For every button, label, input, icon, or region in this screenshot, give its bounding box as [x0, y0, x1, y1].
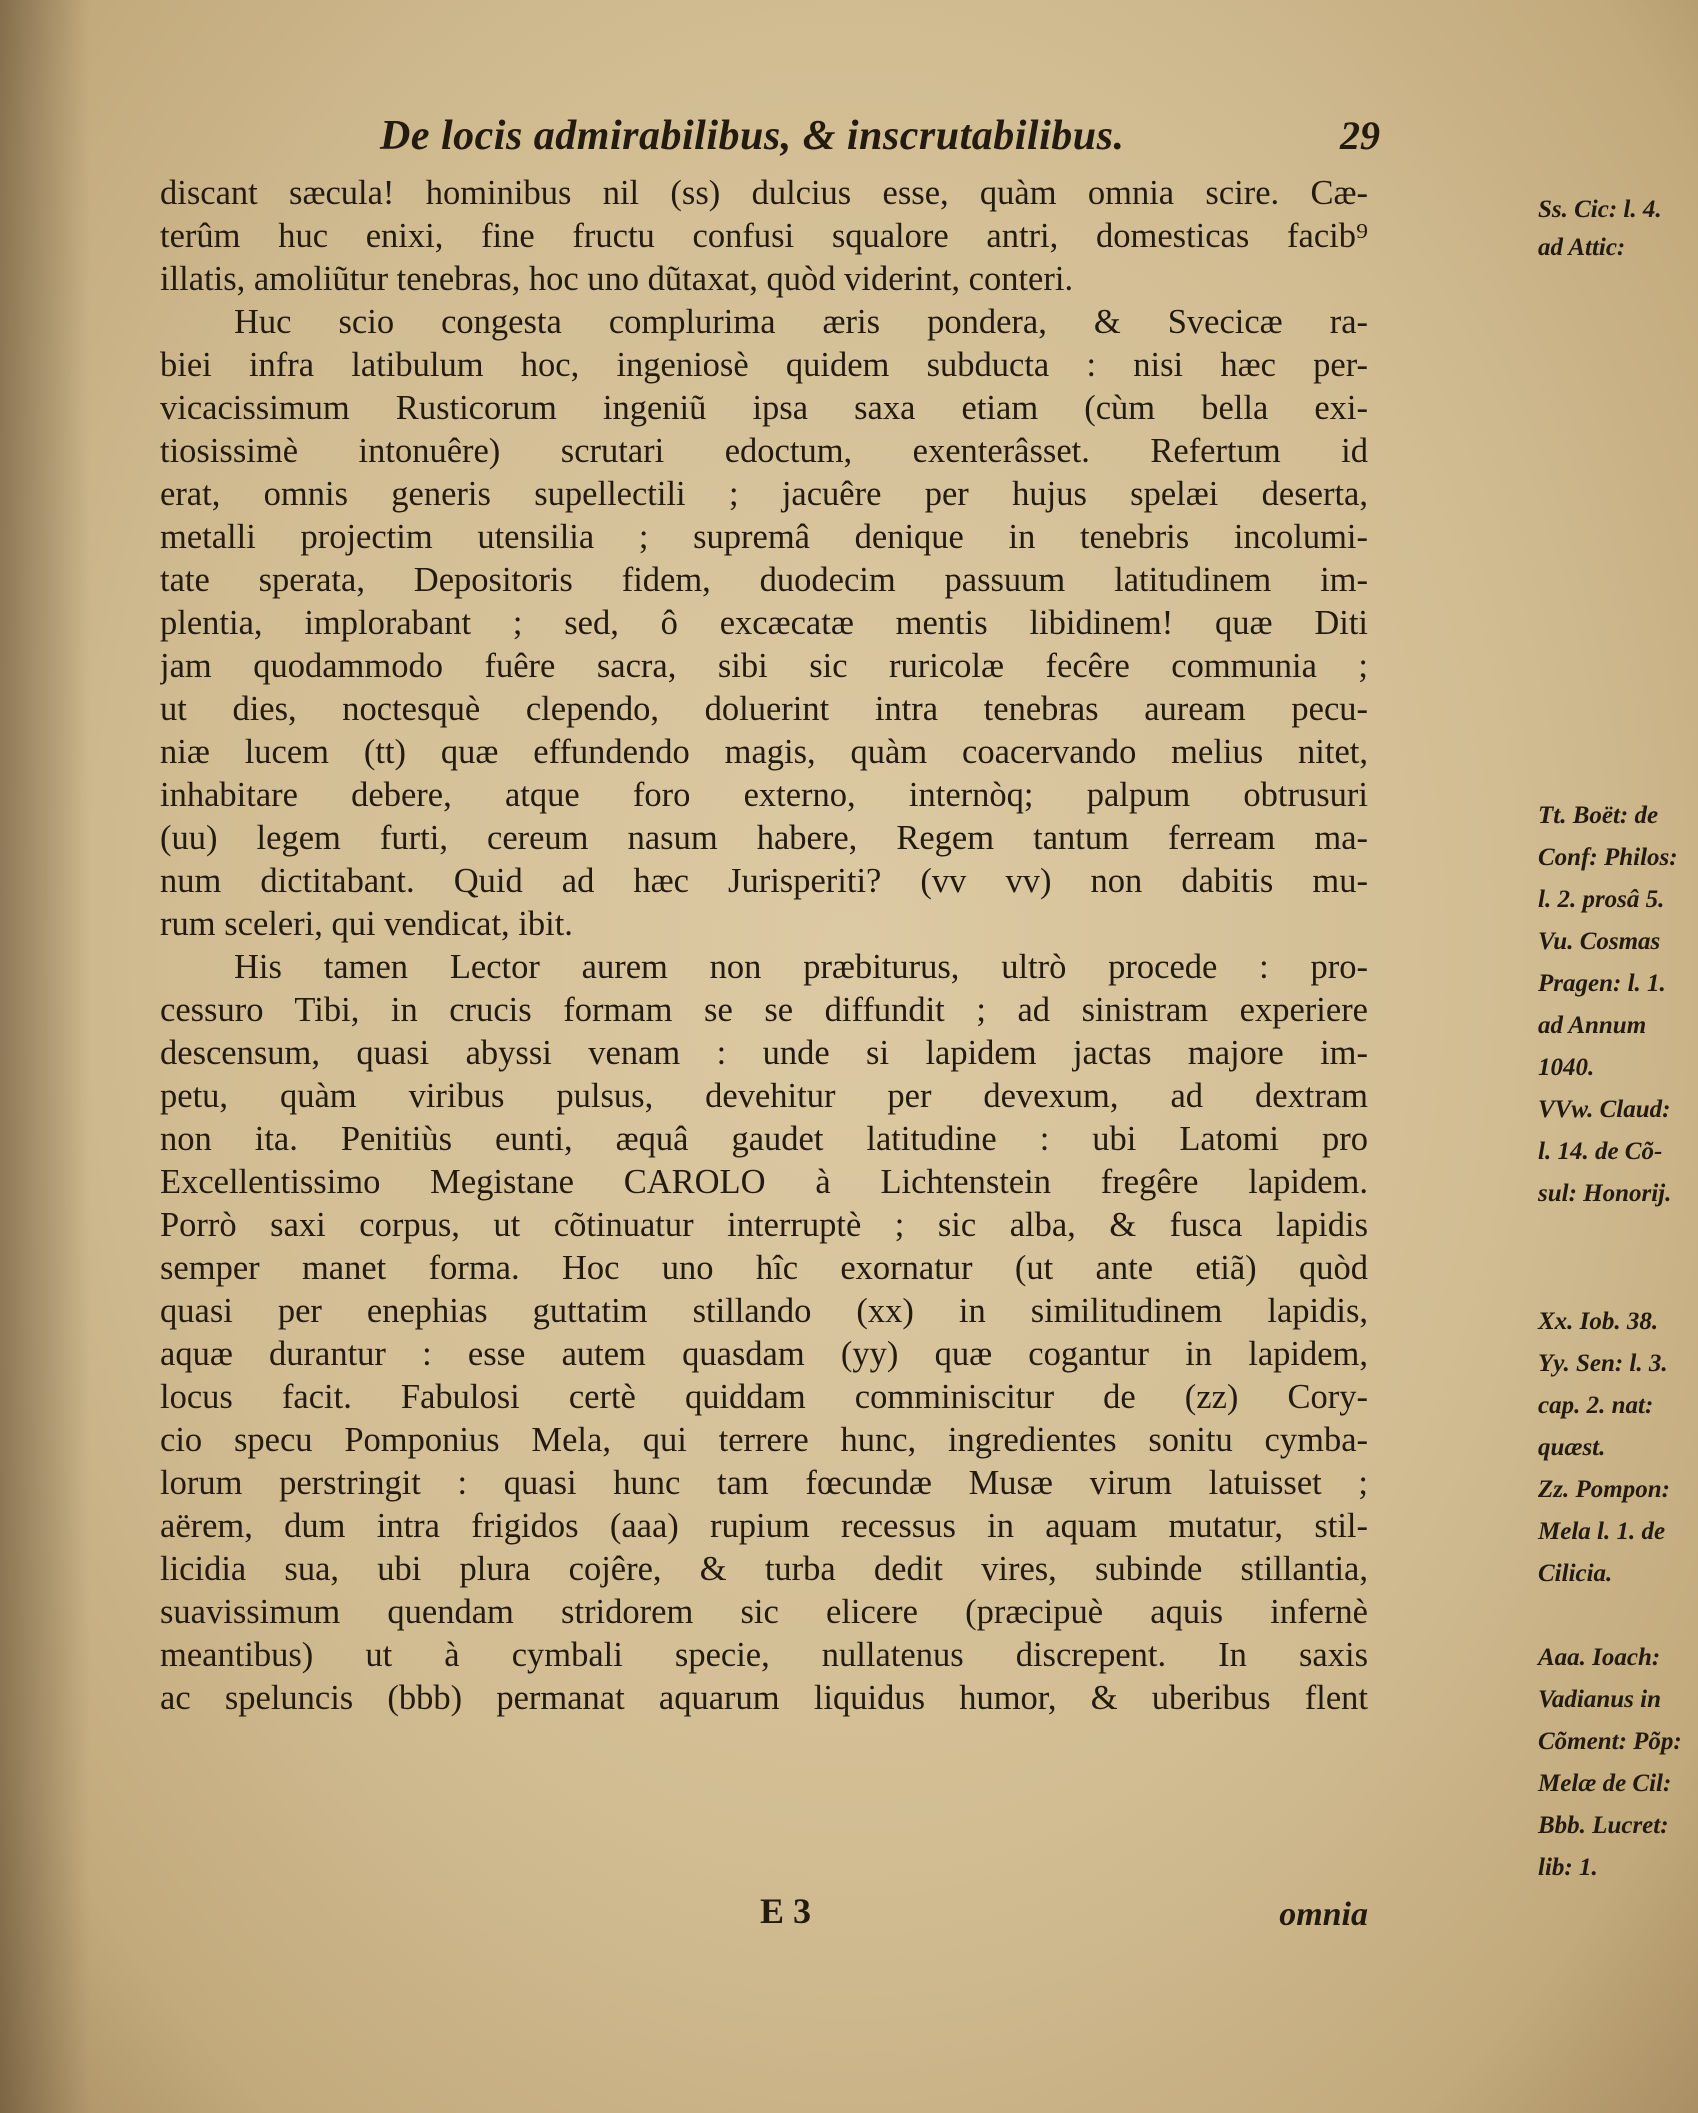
- page-footer: [160, 1890, 1368, 1940]
- margin-note: Pragen: l. 1.: [1538, 970, 1666, 997]
- text-line: vicacissimum Rusticorum ingeniũ ipsa saxa etiam (cùm bella exi-: [160, 389, 1368, 427]
- margin-note: Cilicia.: [1538, 1560, 1613, 1587]
- margin-note: Conf: Philos:: [1538, 844, 1678, 871]
- text-line: semper manet forma. Hoc uno hîc exornatur (ut ante etiã) quòd: [160, 1249, 1368, 1287]
- text-line: metalli projectim utensilia ; supremâ denique in tenebris incolumi-: [160, 518, 1368, 556]
- text-line: num dictitabant. Quid ad hæc Jurisperiti? (vv vv) non dabitis mu-: [160, 862, 1368, 900]
- text-line: rum sceleri, qui vendicat, ibit.: [160, 905, 573, 943]
- text-line: discant sæcula! hominibus nil (ss) dulcius esse, quàm omnia scire. Cæ-: [160, 174, 1368, 212]
- text-line: licidia sua, ubi plura cojêre, & turba dedit vires, subinde stillantia,: [160, 1550, 1368, 1588]
- body-text: [160, 172, 1682, 1881]
- text-line: inhabitare debere, atque foro externo, internòq; palpum obtrusuri: [160, 776, 1368, 814]
- text-line: tate sperata, Depositoris fidem, duodecim passuum latitudinem im-: [160, 561, 1368, 599]
- text-line: terûm huc enixi, fine fructu confusi squalore antri, domesticas facib⁹: [160, 217, 1368, 255]
- text-line: erat, omnis generis supellectili ; jacuêre per hujus spelæi deserta,: [160, 475, 1368, 513]
- margin-note: Melæ de Cil:: [1538, 1770, 1672, 1797]
- margin-note: Bbb. Lucret:: [1538, 1812, 1669, 1839]
- text-line: aërem, dum intra frigidos (aaa) rupium recessus in aquam mutatur, stil-: [160, 1507, 1368, 1545]
- margin-note: ad Annum: [1538, 1012, 1647, 1039]
- margin-note: l. 14. de Cõ-: [1538, 1138, 1663, 1165]
- text-line: quasi per enephias guttatim stillando (xx) in similitudinem lapidis,: [160, 1292, 1368, 1330]
- margin-note: Vu. Cosmas: [1538, 928, 1661, 955]
- margin-note: cap. 2. nat:: [1538, 1392, 1654, 1419]
- text-line: cio specu Pomponius Mela, qui terrere hunc, ingredientes sonitu cymba-: [160, 1421, 1368, 1459]
- text-line: His tamen Lector aurem non præbiturus, ultrò procede : pro-: [234, 948, 1368, 986]
- page-number: 29: [1340, 113, 1380, 158]
- text-line: Huc scio congesta complurima æris pondera, & Svecicæ ra-: [234, 303, 1368, 341]
- margin-note: sul: Honorij.: [1538, 1180, 1672, 1207]
- margin-note: 1040.: [1538, 1054, 1595, 1081]
- catchword: omnia: [1279, 1896, 1368, 1933]
- text-line: non ita. Penitiùs eunti, æquâ gaudet latitudine : ubi Latomi pro: [160, 1120, 1368, 1158]
- text-line: suavissimum quendam stridorem sic elicere (præcipuè aquis infernè: [160, 1593, 1368, 1631]
- margin-note: Yy. Sen: l. 3.: [1538, 1350, 1668, 1377]
- text-line: cessuro Tibi, in crucis formam se se diffundit ; ad sinistram experiere: [160, 991, 1368, 1029]
- margin-note: quæst.: [1538, 1434, 1606, 1461]
- text-line: Porrò saxi corpus, ut cõtinuatur interruptè ; sic alba, & fusca lapidis: [160, 1206, 1368, 1244]
- text-line: jam quodammodo fuêre sacra, sibi sic ruricolæ fecêre communia ;: [160, 647, 1368, 685]
- text-line: illatis, amoliũtur tenebras, hoc uno dũtaxat, quòd viderint, conteri.: [160, 260, 1074, 298]
- text-line: tiosissimè intonuêre) scrutari edoctum, exenterâsset. Refertum id: [160, 432, 1368, 470]
- text-line: petu, quàm viribus pulsus, devehitur per devexum, ad dextram: [160, 1077, 1368, 1115]
- margin-note: Vadianus in: [1538, 1686, 1661, 1713]
- text-line: (uu) legem furti, cereum nasum habere, Regem tantum ferream ma-: [160, 819, 1368, 857]
- page-header: [380, 112, 1380, 172]
- margin-note: Mela l. 1. de: [1538, 1518, 1666, 1545]
- margin-note: l. 2. prosâ 5.: [1538, 886, 1665, 913]
- text-line: ut dies, noctesquè clependo, doluerint intra tenebras auream pecu-: [160, 690, 1368, 728]
- text-line: descensum, quasi abyssi venam : unde si lapidem jactas majore im-: [160, 1034, 1368, 1072]
- text-line: aquæ durantur : esse autem quasdam (yy) quæ cogantur in lapidem,: [160, 1335, 1368, 1373]
- text-line: Excellentissimo Megistane CAROLO à Lichtenstein fregêre lapidem.: [160, 1163, 1368, 1201]
- margin-note: ad Attic:: [1538, 234, 1626, 261]
- running-head: De locis admirabilibus, & inscrutabilibus.: [380, 113, 1125, 159]
- text-line: meantibus) ut à cymbali specie, nullatenus discrepent. In saxis: [160, 1636, 1368, 1674]
- margin-note: lib: 1.: [1538, 1854, 1598, 1881]
- margin-note: Tt. Boët: de: [1538, 802, 1659, 829]
- text-line: lorum perstringit : quasi hunc tam fœcundæ Musæ virum latuisset ;: [160, 1464, 1368, 1502]
- text-line: biei infra latibulum hoc, ingeniosè quidem subducta : nisi hæc per-: [160, 346, 1368, 384]
- signature-mark: E 3: [760, 1891, 812, 1931]
- margin-note: Aaa. Ioach:: [1538, 1644, 1661, 1671]
- text-line: plentia, implorabant ; sed, ô excæcatæ mentis libidinem! quæ Diti: [160, 604, 1368, 642]
- text-line: niæ lucem (tt) quæ effundendo magis, quàm coacervando melius nitet,: [160, 733, 1368, 771]
- margin-note: Ss. Cic: l. 4.: [1538, 196, 1662, 223]
- text-line: ac speluncis (bbb) permanat aquarum liquidus humor, & uberibus flent: [160, 1679, 1368, 1717]
- margin-note: Xx. Iob. 38.: [1538, 1308, 1659, 1335]
- spine-shadow: [0, 0, 90, 2113]
- margin-note: Zz. Pompon:: [1538, 1476, 1670, 1503]
- text-line: locus facit. Fabulosi certè quiddam comminiscitur de (zz) Cory-: [160, 1378, 1368, 1416]
- margin-note: VVw. Claud:: [1538, 1096, 1671, 1123]
- margin-note: Cõment: Põp:: [1538, 1728, 1682, 1755]
